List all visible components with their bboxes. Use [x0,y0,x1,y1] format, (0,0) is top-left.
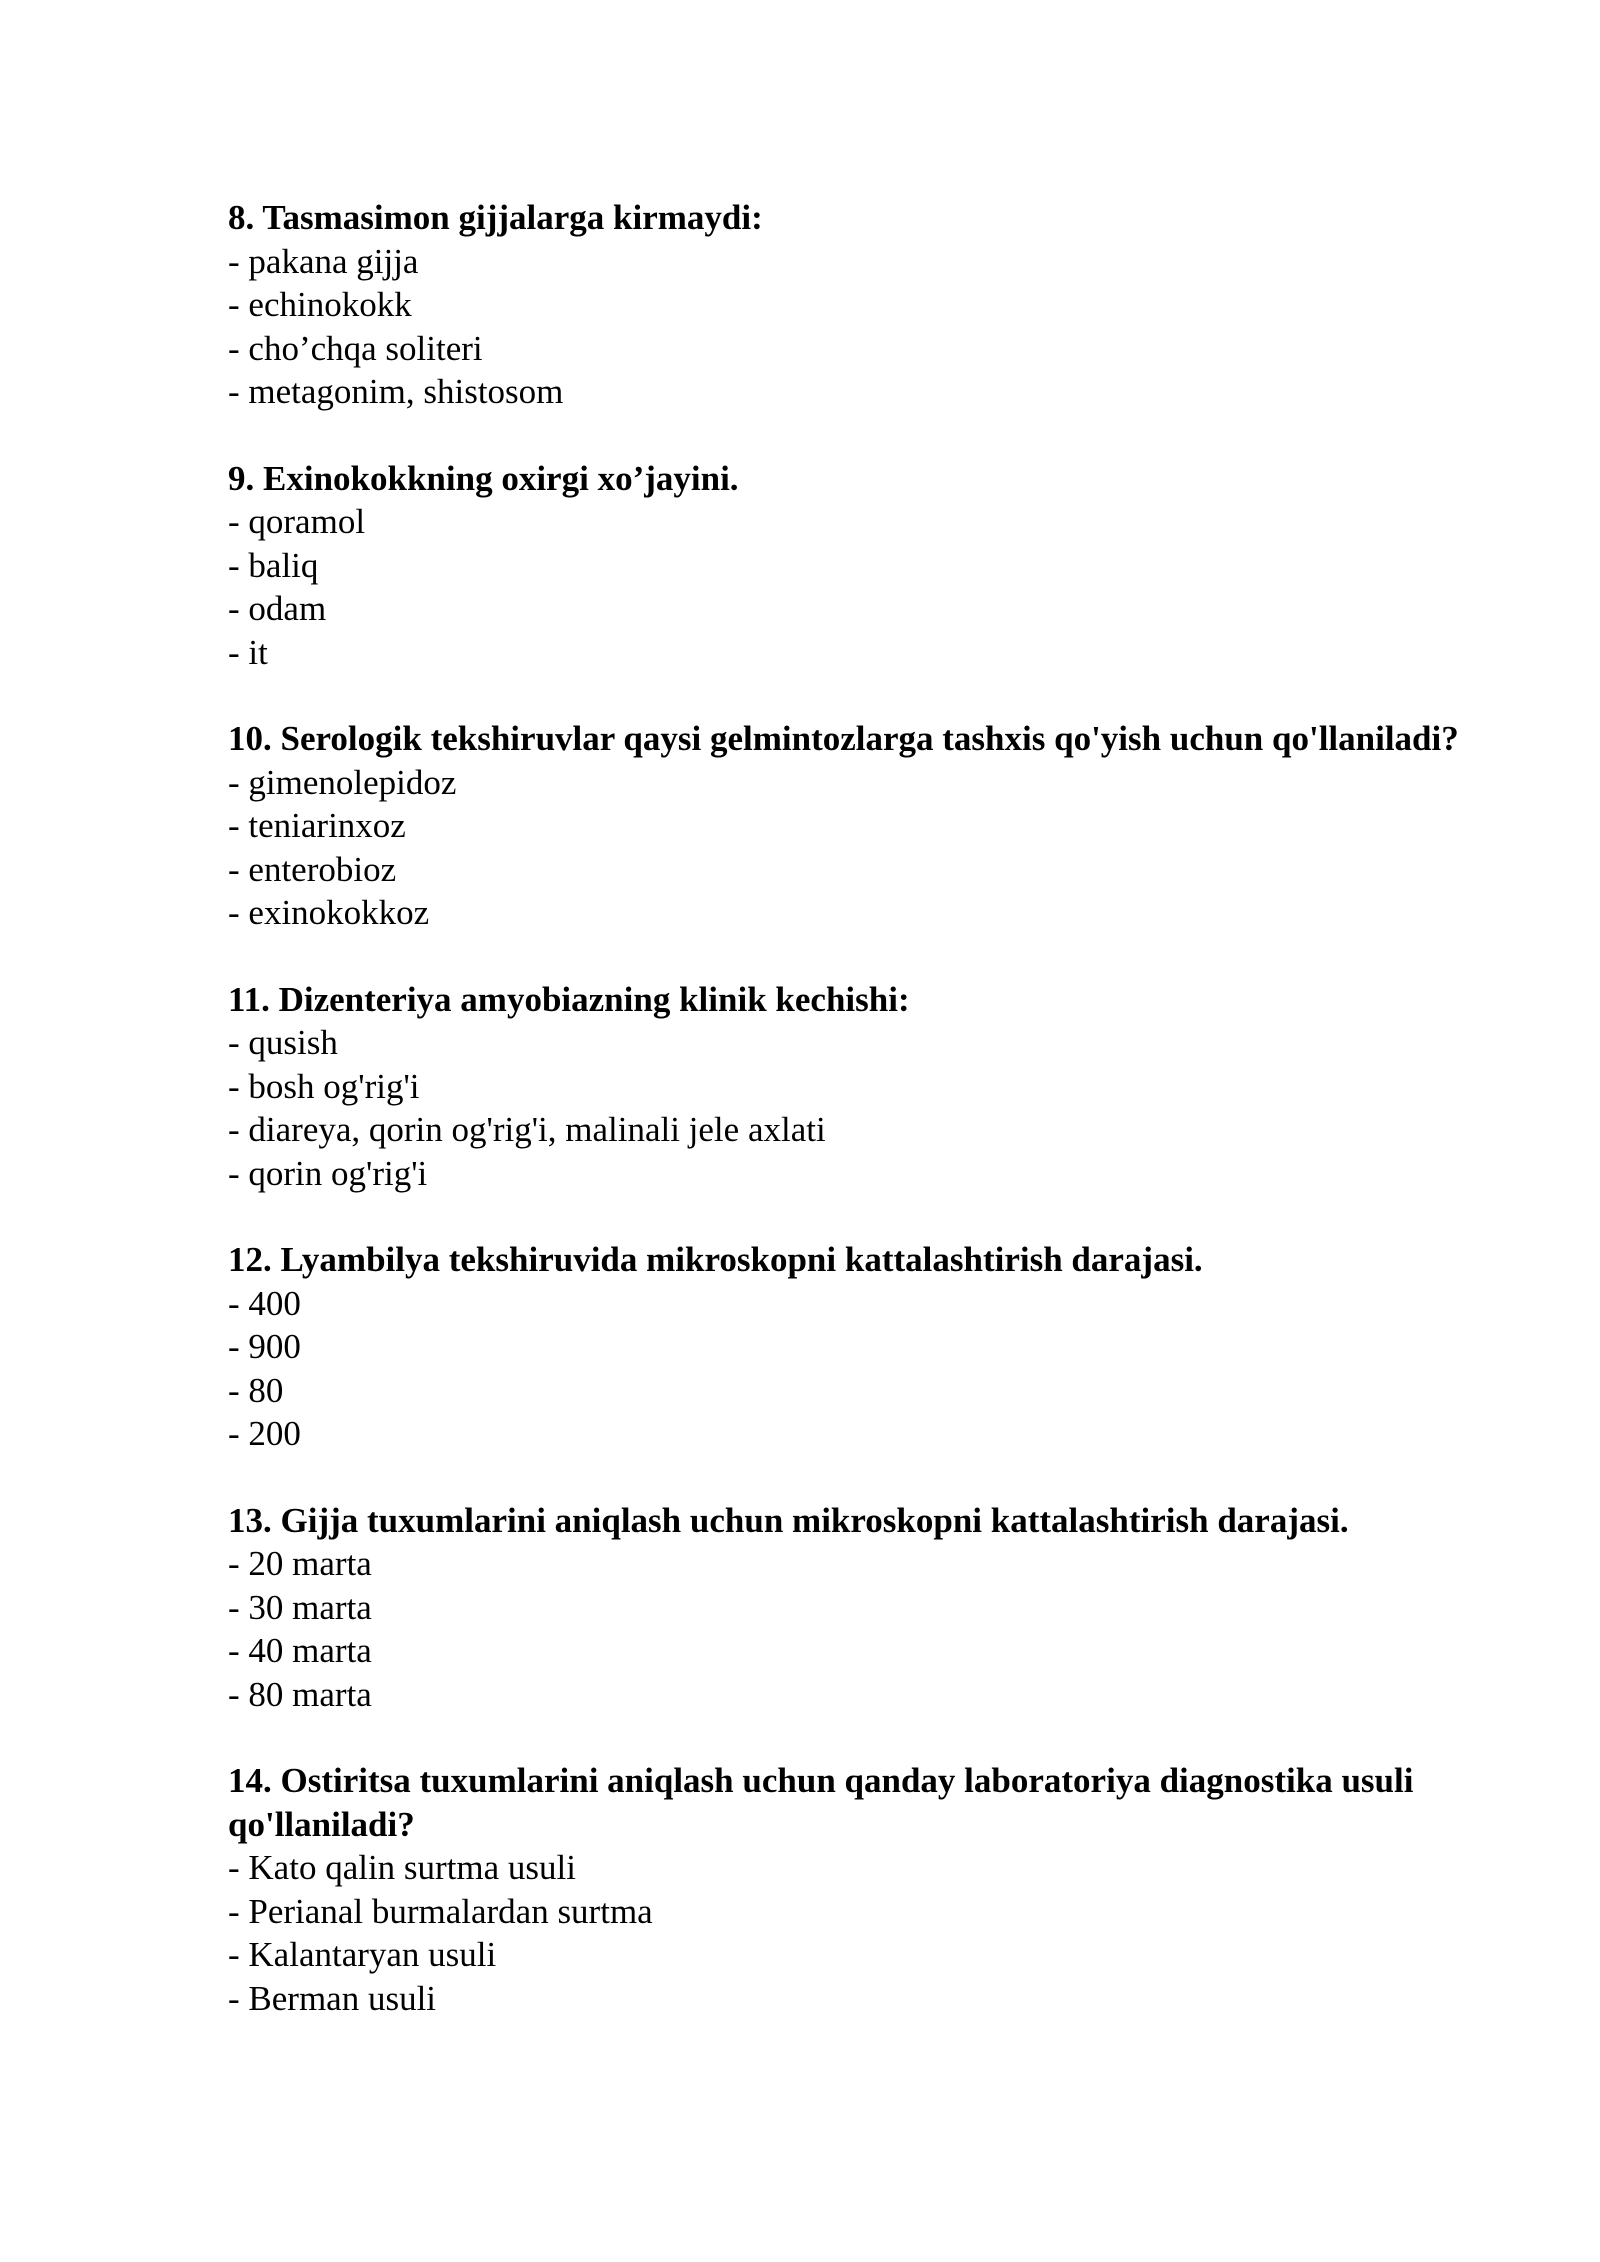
question-11 [228,978,1468,1196]
answer-option: - 80 marta [228,1674,372,1714]
answer-option: - baliq [228,545,319,585]
question-12 [228,1238,1468,1456]
question-title: 11. Dizenteriya amyobiazning klinik kechishi: [228,979,910,1019]
answer-option: - 20 marta [228,1544,372,1583]
answer-option: - 200 [228,1414,301,1453]
question-14 [228,1759,1468,2020]
question-title: 12. Lyambilya tekshiruvida mikroskopni kattalashtirish darajasi. [228,1240,1203,1279]
question-title: 8. Tasmasimon gijjalarga kirmaydi: [228,198,763,237]
answer-option: - diareya, qorin og'rig'i, malinali jele axlati [228,1110,826,1149]
answer-option: - enterobioz [228,849,397,889]
answer-option: - Kalantaryan usuli [228,1935,497,1974]
question-title: 9. Exinokokkning oxirgi xo’jayini. [228,458,739,498]
answer-option: - echinokokk [228,285,412,324]
answer-option: - pakana gijja [228,241,419,281]
answer-option: - bosh og'rig'i [228,1066,420,1106]
answer-option: - Kato qalin surtma usuli [228,1848,577,1887]
answer-option: - 30 marta [228,1587,372,1627]
question-13 [228,1499,1468,1717]
answer-option: - qusish [228,1023,338,1062]
answer-option: - metagonim, shistosom [228,372,564,411]
answer-option: - Perianal burmalardan surtma [228,1891,653,1931]
question-10 [228,717,1468,935]
question-9 [228,457,1468,675]
question-title: 13. Gijja tuxumlarini aniqlash uchun mikroskopni kattalashtirish darajasi. [228,1500,1349,1540]
answer-option: - 900 [228,1327,301,1366]
answer-option: - qorin og'rig'i [228,1153,428,1193]
answer-option: - 400 [228,1283,301,1323]
answer-option: - 40 marta [228,1631,372,1670]
answer-option: - exinokokkoz [228,893,430,932]
answer-option: - gimenolepidoz [228,762,457,802]
answer-option: - qoramol [228,502,366,541]
answer-option: - teniarinxoz [228,806,406,845]
document-page [228,196,1468,2063]
answer-option: - 80 [228,1370,284,1410]
answer-option: - cho’chqa soliteri [228,328,483,368]
answer-option: - odam [228,589,327,628]
answer-option: - it [228,632,268,672]
answer-option: - Berman usuli [228,1978,437,2018]
question-title: 10. Serologik tekshiruvlar qaysi gelmintozlarga tashxis qo'yish uchun qo'llaniladi? [228,719,1459,758]
question-8 [228,196,1468,414]
question-title: 14. Ostiritsa tuxumlarini aniqlash uchun qanday laboratoriya diagnostika usuli qo'llaniladi? [228,1761,1414,1844]
